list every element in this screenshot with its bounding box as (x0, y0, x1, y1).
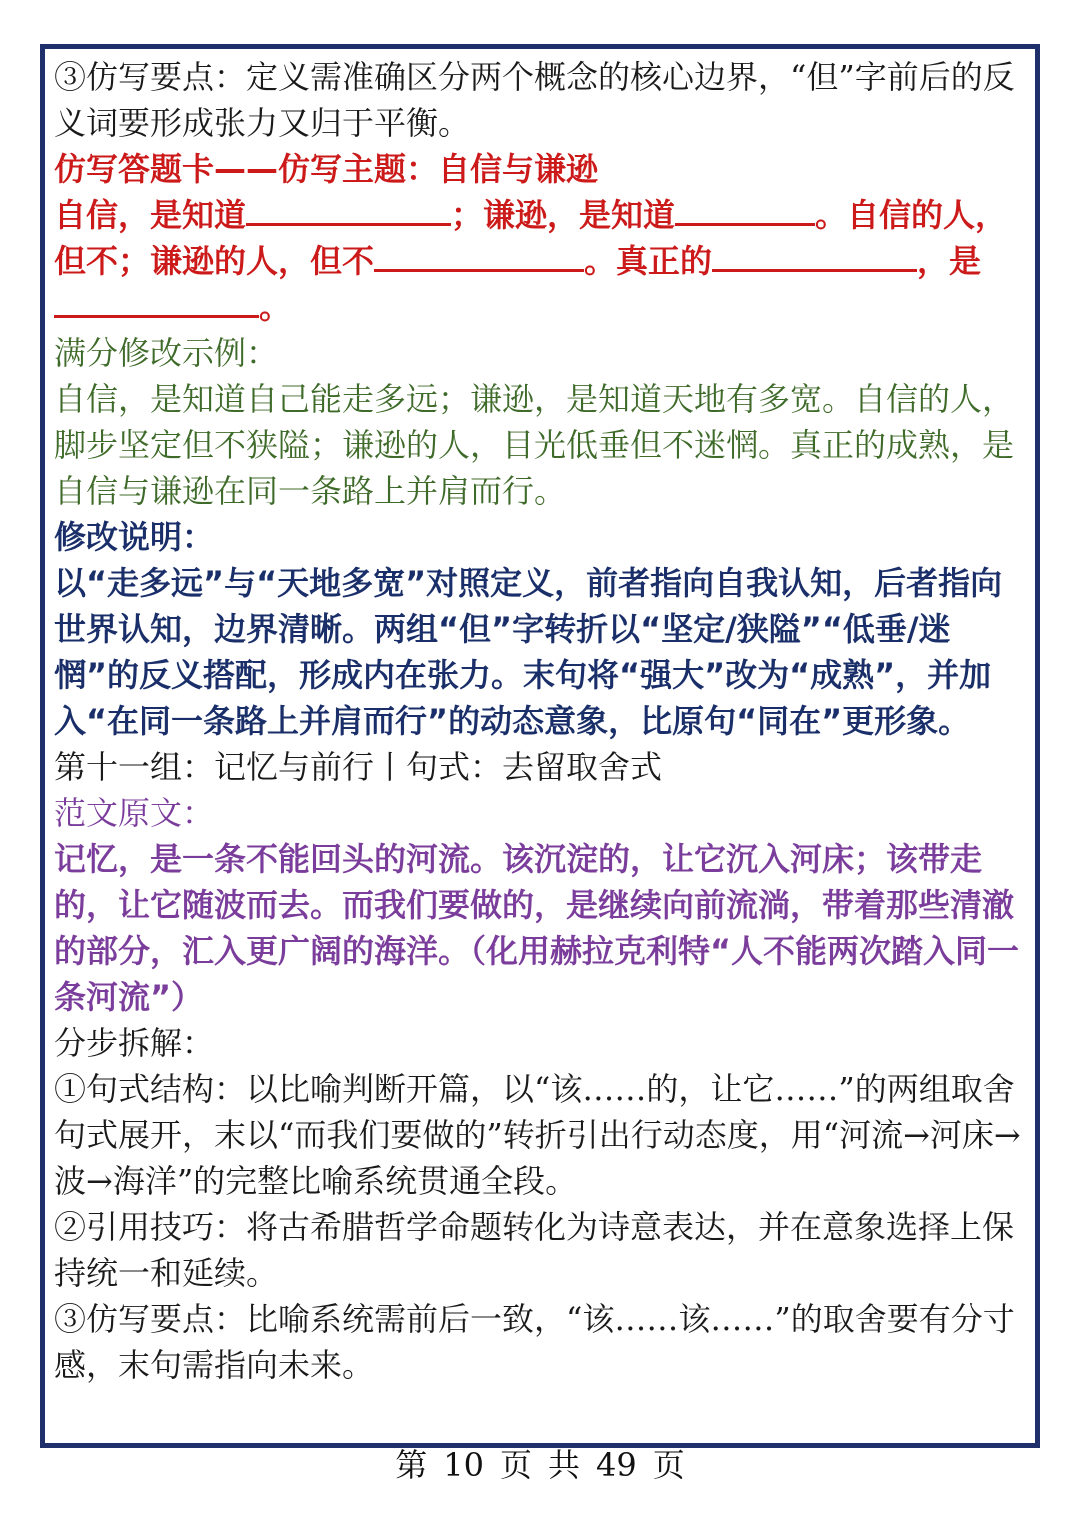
example-heading: 满分修改示例： (54, 334, 279, 372)
page-content (54, 54, 1030, 1388)
footer-word-ye: 页 (499, 1446, 532, 1484)
explain-text: 以“走多远”与“天地多宽”对照定义，前者指向自我认知，后者指向世界认知，边界清晰。两组“但”字转折以“坚定/狭隘”“低垂/迷惘”的反义搭配，形成内在张力。末句将“强大”改为“成熟”，并加入“在同一条路上并肩而行”的动态意象，比原句“同在”更形象。 (54, 564, 1003, 740)
step-1: ①句式结构：以比喻判断开篇，以“该……的，让它……”的两组取舍句式展开，末以“而我们要做的”转折引出行动态度，用“河流→河床→波→海洋”的完整比喻系统贯通全段。 (54, 1070, 1021, 1200)
card-seg-2: ；谦逊，是知道 (451, 196, 676, 234)
blank-2[interactable] (675, 193, 815, 226)
page-number: 10 (443, 1446, 484, 1484)
card-seg-4: 。真正的 (584, 242, 713, 280)
footer-word-gong: 共 (548, 1446, 581, 1484)
card-seg-5: ，是 (917, 242, 982, 280)
example-text: 自信，是知道自己能走多远；谦逊，是知道天地有多宽。自信的人，脚步坚定但不狭隘；谦逊的人，目光低垂但不迷惘。真正的成熟，是自信与谦逊在同一条路上并肩而行。 (54, 380, 1015, 510)
steps-heading: 分步拆解： (54, 1024, 215, 1062)
blank-3[interactable] (374, 239, 584, 272)
blank-4[interactable] (712, 239, 917, 272)
total-pages: 49 (596, 1446, 637, 1484)
explain-heading: 修改说明： (54, 518, 215, 556)
card-seg-3: 。自信的人，但不；谦逊的人，但不 (54, 196, 1008, 280)
answer-card-title: 仿写答题卡——仿写主题：自信与谦逊 (54, 150, 599, 188)
footer-word-ye-2: 页 (652, 1446, 685, 1484)
card-seg-6: 。 (259, 288, 292, 326)
source-heading: 范文原文： (54, 794, 215, 832)
answer-card-text (54, 192, 1030, 330)
group-11-title: 第十一组：记忆与前行丨句式：去留取舍式 (54, 748, 663, 786)
blank-5[interactable] (54, 285, 259, 318)
writing-point-3: ③仿写要点：定义需准确区分两个概念的核心边界，“但”字前后的反义词要形成张力又归于平衡。 (54, 58, 1015, 142)
page-footer (0, 1440, 1080, 1490)
source-text: 记忆，是一条不能回头的河流。该沉淀的，让它沉入河床；该带走的，让它随波而去。而我们要做的，是继续向前流淌，带着那些清澈的部分，汇入更广阔的海洋。（化用赫拉克利特“人不能两次踏入同一条河流”） (54, 840, 1020, 1016)
step-2: ②引用技巧：将古希腊哲学命题转化为诗意表达，并在意象选择上保持统一和延续。 (54, 1208, 1015, 1292)
blank-1[interactable] (246, 193, 451, 226)
card-seg-1: 自信，是知道 (54, 196, 247, 234)
step-3: ③仿写要点：比喻系统需前后一致，“该……该……”的取舍要有分寸感，末句需指向未来。 (54, 1300, 1015, 1384)
footer-word-di: 第 (395, 1446, 428, 1484)
